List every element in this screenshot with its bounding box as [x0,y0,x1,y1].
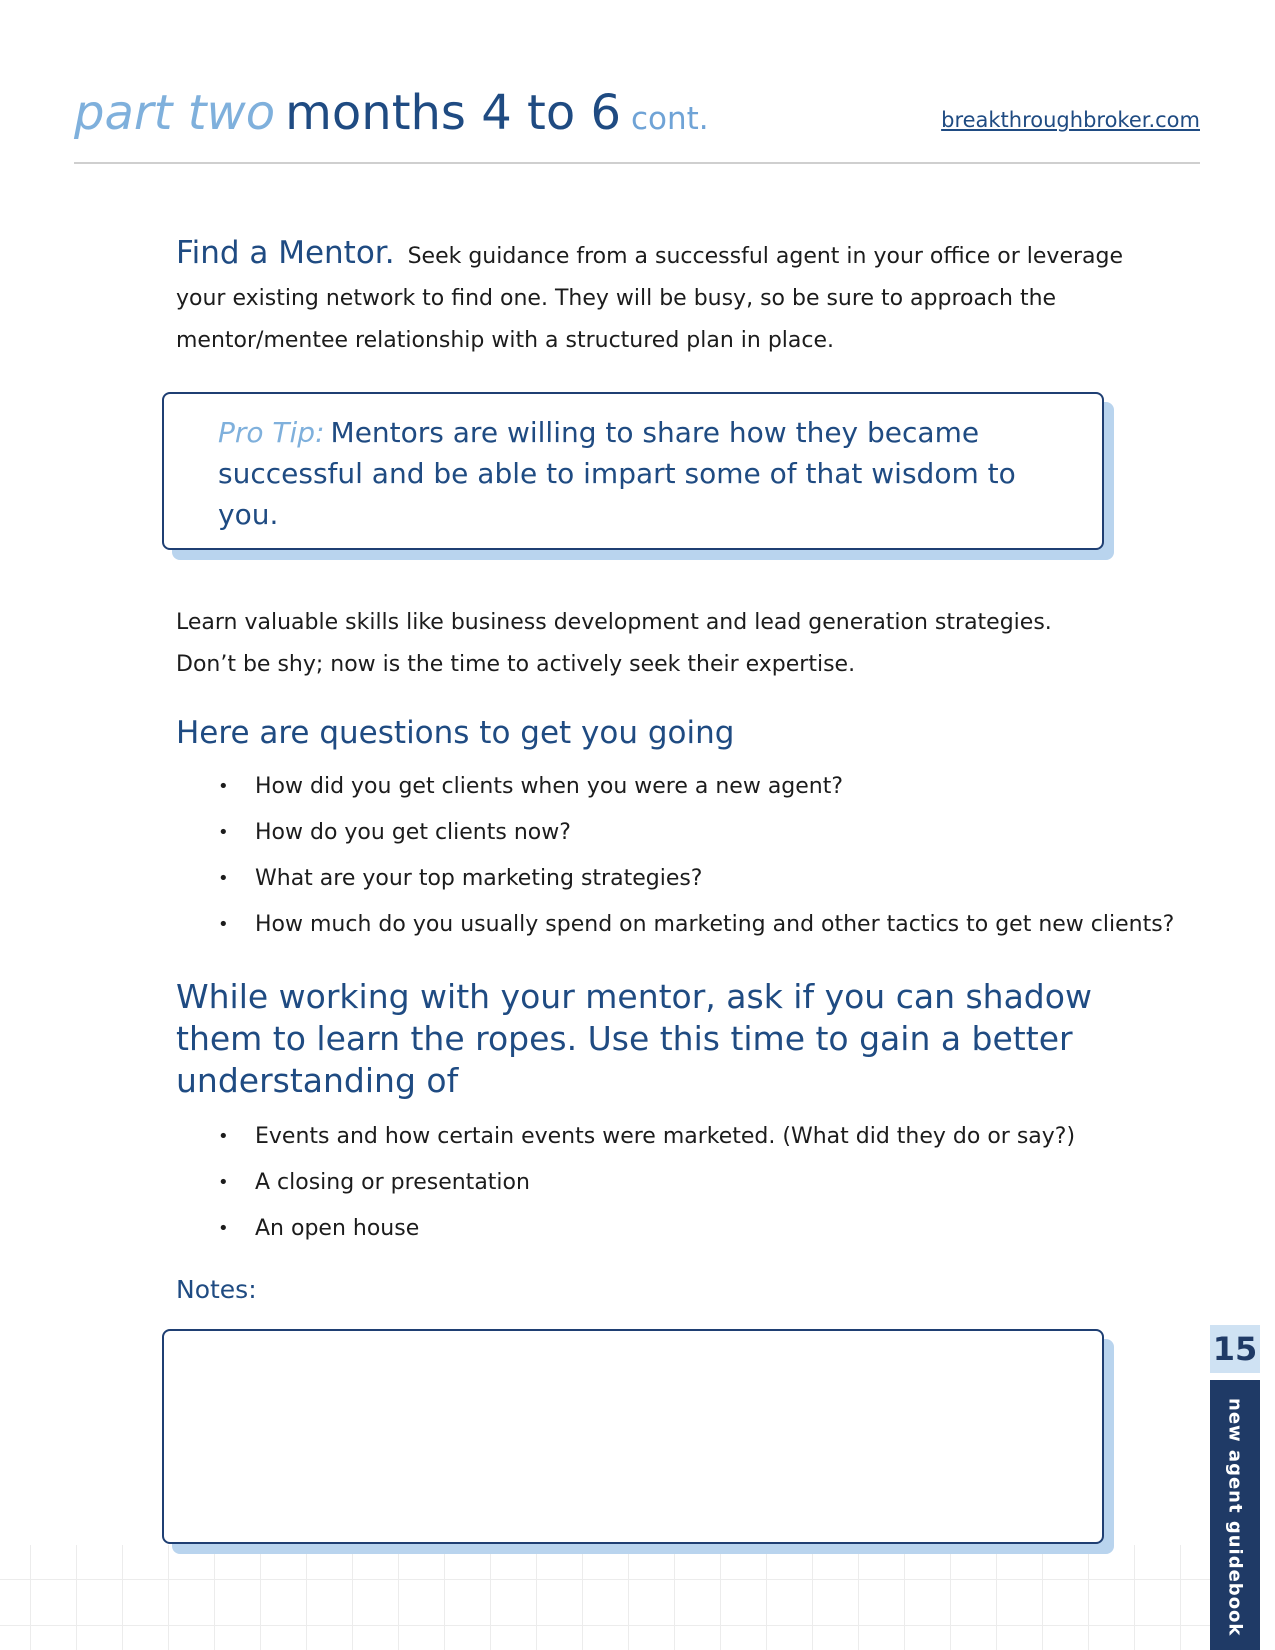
list-item [176,810,1174,856]
skills-paragraph [176,602,1156,686]
page-title [74,78,709,159]
list-item [176,856,1174,902]
list-item [176,1114,1075,1160]
title-part: part two [74,85,276,141]
notes-box[interactable] [162,1329,1104,1544]
notes-label: Notes: [176,1275,257,1304]
list-item [176,764,1174,810]
bullet-icon: • [218,1172,229,1193]
bullet-icon: • [218,1218,229,1239]
page-header [74,78,1200,164]
questions-list [176,764,1174,948]
intro-text: Seek guidance from a successful agent in your office or leverage your existing network to find one. They will be busy, so be sure to approach the mentor/mentee relationship with a structured plan in place. [176,244,1124,353]
side-tab [1210,1380,1260,1650]
bullet-icon: • [218,776,229,797]
questions-heading: Here are questions to get you going [176,715,735,751]
shadow-list [176,1114,1075,1252]
bullet-icon: • [218,822,229,843]
skills-line-2: Don’t be shy; now is the time to actively seek their expertise. [176,652,856,677]
title-cont: cont. [630,101,709,137]
list-item-text: What are your top marketing strategies? [255,866,703,891]
intro-lead-heading: Find a Mentor. [176,235,395,271]
page-number: 15 [1210,1325,1260,1373]
pro-tip-content [218,412,1048,535]
list-item [176,1206,1075,1252]
list-item-text: Events and how certain events were marketed. (What did they do or say?) [255,1124,1076,1149]
pro-tip-text: Mentors are willing to share how they became successful and be able to impart some of that wisdom to you. [218,416,1016,531]
decorative-grid [0,1545,1210,1650]
list-item [176,902,1174,948]
list-item [176,1160,1075,1206]
shadow-heading: While working with your mentor, ask if you can shadow them to learn the ropes. Use this time to gain a better understanding of [176,977,1092,1100]
list-item-text: How do you get clients now? [255,820,571,845]
side-tab-label: new agent guidebook [1224,1398,1246,1637]
intro-paragraph [176,232,1176,362]
list-item-text: A closing or presentation [255,1170,530,1195]
bullet-icon: • [218,868,229,889]
list-item-text: How did you get clients when you were a new agent? [255,774,844,799]
bullet-icon: • [218,914,229,935]
pro-tip-box [162,392,1104,550]
bullet-icon: • [218,1126,229,1147]
title-months: months 4 to 6 [285,85,621,141]
list-item-text: How much do you usually spend on marketing and other tactics to get new clients? [255,912,1175,937]
pro-tip-label: Pro Tip: [218,416,325,449]
skills-line-1: Learn valuable skills like business development and lead generation strategies. [176,610,1052,635]
website-link[interactable]: breakthroughbroker.com [941,108,1200,132]
list-item-text: An open house [255,1216,420,1241]
